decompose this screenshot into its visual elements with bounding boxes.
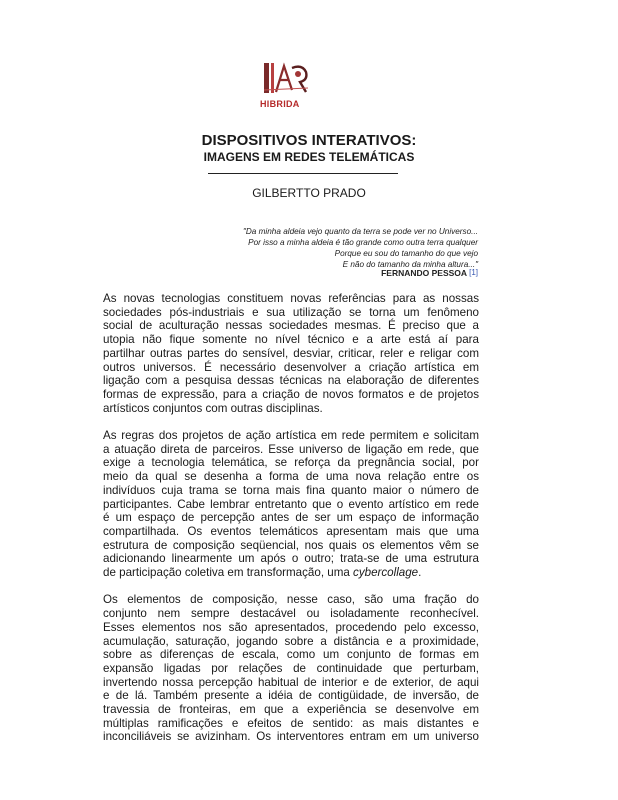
epigraph-author [381, 268, 478, 278]
text-line: Os elementos de composição, nesse caso, são uma fração do [103, 593, 479, 607]
document-body [103, 292, 479, 758]
document-title: DISPOSITIVOS INTERATIVOS: [201, 132, 417, 149]
text-line: travessia de fronteiras, em que a experiência se desenvolve em [103, 703, 479, 717]
text-line: exige a tecnologia telemática, se reforça da pregnância social, por [103, 456, 479, 470]
text-line: conjunto nem sempre destacável ou isoladamente reconhecível. [103, 607, 479, 621]
epigraph-author-name: FERNANDO PESSOA [381, 268, 467, 278]
text-line: inconciliáveis se avizinham. Os interventores entram em um universo [103, 730, 479, 744]
text-line: compartilhada. Os eventos telemáticos apresentam mais que uma [103, 524, 479, 538]
document-subtitle: IMAGENS EM REDES TELEMÁTICAS [203, 150, 415, 164]
text-segment: de participação coletiva em transformação, uma [103, 566, 354, 580]
text-line: sociedades pós-industriais e sua utilização se torna um fenômeno [103, 305, 479, 319]
text-line: participantes. Cabe lembrar entretanto que o evento artístico em rede [103, 497, 479, 511]
text-line: partilhar outras partes do sensível, desviar, criticar, reler e religar com [103, 346, 479, 360]
text-line: múltiplas ramificações e efeitos de sentido: as mais distantes e [103, 716, 479, 730]
text-line: é um espaço de percepção antes de ser um espaço de informação [103, 511, 479, 525]
text-line: social de aculturação nessas sociedades mesmas. É preciso que a [103, 319, 479, 333]
text-segment: . [418, 566, 422, 580]
text-line: a atuação direta de parceiros. Esse universo de ligação em rede, que [103, 442, 479, 456]
text-line: As regras dos projetos de ação artística em rede permitem e solicitam [103, 429, 479, 443]
paragraph-2 [103, 429, 479, 580]
epigraph-line: E não do tamanho da minha altura..." [342, 260, 478, 269]
text-line: utopia não fique somente no nível técnico e a arte está aí para [103, 333, 479, 347]
text-line: sobre as diferenças de escala, como um conjunto de formas em [103, 648, 479, 662]
paragraph-3 [103, 593, 479, 744]
text-line: meio da qual se desenha a forma de uma nova relação entre os [103, 470, 479, 484]
paragraph-1 [103, 292, 479, 415]
title-divider [208, 173, 398, 174]
text-line: outros universos. É necessário desenvolver a criação artística em [103, 360, 479, 374]
text-line: estrutura de composição seqüencial, nos quais os elementos vêm se [103, 538, 479, 552]
text-line: invertendo nossa percepção habitual de interior e de exterior, de aqui [103, 675, 479, 689]
text-line [103, 566, 479, 580]
text-line: e de lá. Também presente a idéia de contigüidade, de inversão, de [103, 689, 479, 703]
text-line: adicionando linearmente um após o outro; trata-se de uma estrutura [103, 552, 479, 566]
text-line: artísticos conjuntos com outras disciplinas. [103, 401, 323, 415]
text-line: acumulação, saturação, jogando sobre a distância e a proximidade, [103, 634, 479, 648]
text-line: ligação com a pesquisa dessas técnicas na elaboração de diferentes [103, 374, 479, 388]
text-line: indivíduos cuja trama se torna mais fina quanto maior o número de [103, 483, 479, 497]
emphasis-text: cybercollage [353, 566, 419, 580]
text-line: As novas tecnologias constituem novas referências para as nossas [103, 292, 479, 305]
text-line: expansão ligadas por relações de continuidade que perturbam, [103, 661, 479, 675]
text-line: formas de expressão, para a criação de novos formatos e de projetos [103, 387, 479, 401]
text-line: Esses elementos nos são apresentados, procedendo pelo excesso, [103, 620, 479, 634]
epigraph [158, 226, 478, 270]
epigraph-line: "Da minha aldeia vejo quanto da terra se pode ver no Universo... [242, 227, 478, 236]
document-author: GILBERTTO PRADO [252, 186, 366, 200]
footnote-link[interactable]: [1] [469, 268, 478, 277]
epigraph-line: Porque eu sou do tamanho do que vejo [334, 249, 478, 258]
epigraph-line: Por isso a minha aldeia é tão grande como outra terra qualquer [248, 238, 478, 247]
logo-label: HIBRIDA [260, 99, 300, 109]
hibrida-logo-icon [262, 62, 310, 94]
